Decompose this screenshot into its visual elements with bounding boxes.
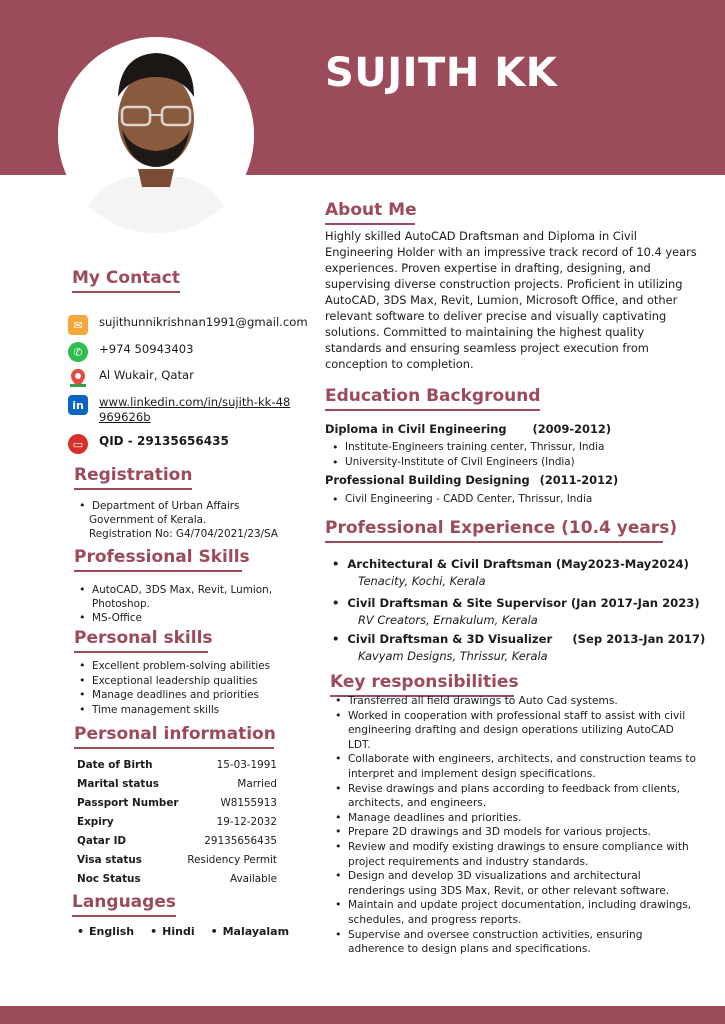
responsibilities-list — [333, 694, 699, 957]
location-pin-icon — [68, 368, 88, 388]
list-item: • Time management skills — [77, 703, 270, 718]
language-item: • Hindi — [150, 925, 194, 938]
list-item: • Civil Engineering - CADD Center, Thrissur, India — [330, 492, 592, 507]
professional-skills-heading: Professional Skills — [74, 547, 250, 572]
languages-heading: Languages — [72, 892, 176, 917]
languages-list — [77, 925, 305, 938]
info-row-qatar-id: Qatar ID 29135656435 — [77, 835, 277, 847]
responsibilities-heading: Key responsibilities — [330, 672, 519, 697]
list-item: • Supervise and oversee construction activities, ensuring adherence to design plans and specifications. — [333, 928, 699, 957]
list-item: • MS-Office — [77, 611, 277, 625]
about-heading: About Me — [325, 200, 417, 225]
qid-text: QID - 29135656435 — [99, 434, 229, 448]
linkedin-link[interactable]: www.linkedin.com/in/sujith-kk-48969626b — [99, 395, 291, 424]
contact-location — [68, 368, 194, 388]
info-row-noc: Noc Status Available — [77, 873, 277, 885]
list-item: • Worked in cooperation with professional staff to assist with civil engineering drafting and design operations utilizing AutoCAD LDT. — [333, 709, 699, 753]
footer-band — [0, 1006, 725, 1024]
job-item: • Civil Draftsman & 3D Visualizer (Sep 2013-Jan 2017) Kavyam Designs, Thrissur, Kerala — [332, 632, 705, 663]
list-item: • AutoCAD, 3DS Max, Revit, Lumion, Photoshop. — [77, 583, 277, 611]
job-item: • Civil Draftsman & Site Supervisor (Jan 2017-Jan 2023) RV Creators, Ernakulum, Kerala — [332, 596, 700, 627]
language-item: • Malayalam — [211, 925, 289, 938]
diploma-list — [330, 440, 604, 470]
id-card-icon: ▭ — [68, 434, 88, 454]
personal-skills-list — [77, 659, 270, 717]
pbd-title: Professional Building Designing (2011-2012) — [325, 473, 619, 487]
info-row-dob: Date of Birth 15-03-1991 — [77, 759, 277, 771]
mail-icon: ✉ — [68, 315, 88, 335]
info-row-marital: Marital status Married — [77, 778, 277, 790]
location-text: Al Wukair, Qatar — [99, 368, 194, 382]
list-item: • Manage deadlines and priorities. — [333, 811, 699, 826]
avatar — [58, 37, 254, 233]
list-item: • Design and develop 3D visualizations and architectural renderings using 3DS Max, Revit, or other relevant software. — [333, 869, 699, 898]
list-item: • Manage deadlines and priorities — [77, 688, 270, 703]
list-item: • Prepare 2D drawings and 3D models for various projects. — [333, 825, 699, 840]
language-item: • English — [77, 925, 134, 938]
education-heading: Education Background — [325, 386, 541, 411]
registration-block: • Department of Urban Affairs Government of Kerala. Registration No: G4/704/2021/23/SA — [77, 499, 278, 541]
info-row-visa: Visa status Residency Permit — [77, 854, 277, 866]
candidate-name: SUJITH KK — [325, 50, 558, 96]
list-item: • Maintain and update project documentation, including drawings, schedules, and progress reports. — [333, 898, 699, 927]
email-text: sujithunnikrishnan1991@gmail.com — [99, 315, 308, 329]
info-row-passport: Passport Number W8155913 — [77, 797, 277, 809]
contact-qid — [68, 434, 229, 454]
about-text: Highly skilled AutoCAD Draftsman and Diploma in Civil Engineering Holder with an impressive track record of 10.4 years experiences. Proven expertise in drafting, designing, and supervising diverse construction projects. Proficient in utilizing AutoCAD, 3DS Max, Revit, Lumion, Microsoft Office, and other relevant software to deliver precise and visually captivating solutions. Committed to maintaining the highest quality standards and ensuring seamless project execution from conception to completion. — [325, 229, 697, 371]
diploma-title: Diploma in Civil Engineering (2009-2012) — [325, 422, 612, 436]
contact-linkedin[interactable] — [68, 395, 308, 425]
profile-photo — [58, 37, 254, 233]
list-item: • Institute-Engineers training center, Thrissur, India — [330, 440, 604, 455]
registration-heading: Registration — [74, 465, 192, 490]
list-item: • Excellent problem-solving abilities — [77, 659, 270, 674]
info-row-expiry: Expiry 19-12-2032 — [77, 816, 277, 828]
contact-email[interactable] — [68, 315, 308, 335]
personal-skills-heading: Personal skills — [74, 628, 213, 653]
list-item: • Collaborate with engineers, architects, and construction teams to interpret and implement design specifications. — [333, 752, 699, 781]
list-item: • Transferred all field drawings to Auto Cad systems. — [333, 694, 699, 709]
contact-heading: My Contact — [72, 268, 180, 293]
list-item: • Review and modify existing drawings to ensure compliance with project requirements and industry standards. — [333, 840, 699, 869]
pbd-list — [330, 492, 592, 507]
list-item: • Exceptional leadership qualities — [77, 674, 270, 689]
contact-phone[interactable] — [68, 342, 194, 362]
personal-info-heading: Personal information — [74, 724, 276, 749]
phone-text: +974 50943403 — [99, 342, 194, 356]
experience-heading: Professional Experience (10.4 years) — [325, 518, 677, 543]
professional-skills-list — [77, 583, 277, 625]
list-item: • University-Institute of Civil Engineers (India) — [330, 455, 604, 470]
job-item: • Architectural & Civil Draftsman (May2023-May2024) Tenacity, Kochi, Kerala — [332, 557, 689, 588]
linkedin-icon: in — [68, 395, 88, 415]
list-item: • Revise drawings and plans according to feedback from clients, architects, and engineers. — [333, 782, 699, 811]
whatsapp-icon: ✆ — [68, 342, 88, 362]
